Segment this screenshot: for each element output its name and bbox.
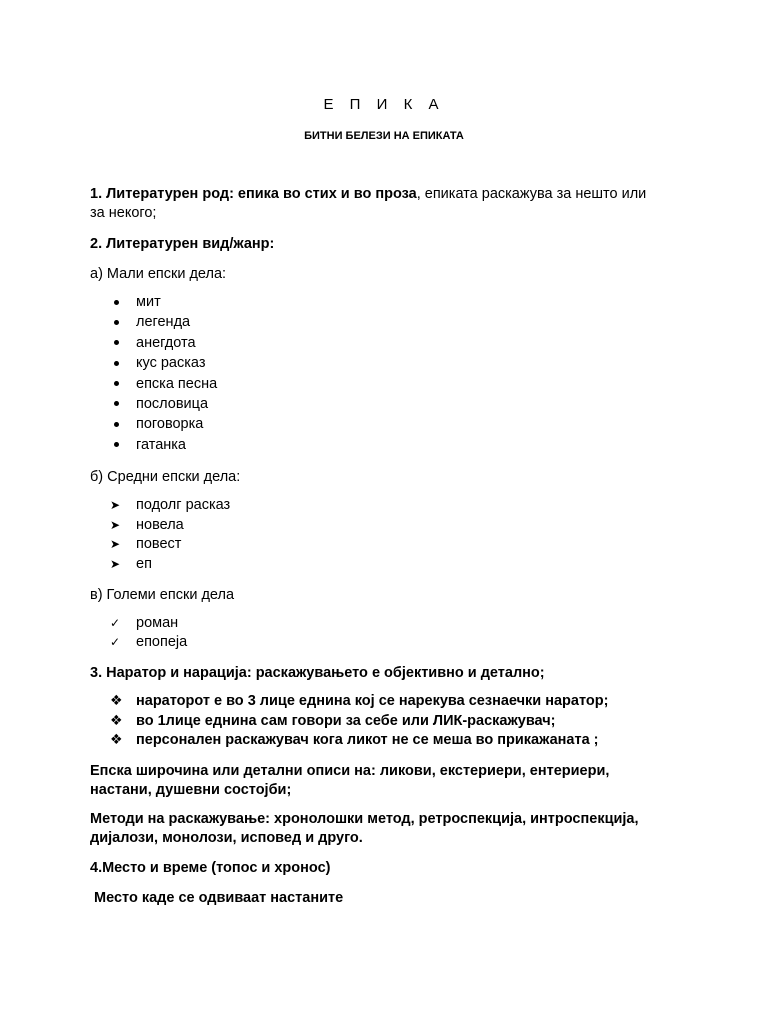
section-1-line2: за некого; bbox=[90, 205, 157, 221]
list-item: ➤ подолг расказ bbox=[110, 496, 230, 516]
diamond-bullet-icon: ❖ bbox=[110, 693, 123, 709]
bullet-icon bbox=[110, 374, 130, 394]
list-item: гатанка bbox=[110, 435, 217, 455]
section-4-heading: 4.Место и време (топос и хронос) bbox=[90, 860, 331, 876]
list-item: ❖ персонален раскажувач кога ликот не се меша во прикажаната ; bbox=[110, 731, 608, 751]
place-paragraph: Место каде се одвиваат настаните bbox=[90, 890, 344, 906]
bullet-icon bbox=[110, 414, 130, 434]
bullet-icon bbox=[110, 312, 130, 332]
section-2-heading: 2. Литературен вид/жанр: bbox=[90, 236, 275, 252]
section-1-paragraph bbox=[90, 185, 690, 223]
diamond-bullet-icon: ❖ bbox=[110, 732, 123, 748]
small-works-heading: а) Мали епски дела: bbox=[90, 266, 227, 282]
arrow-bullet-icon: ➤ bbox=[110, 537, 121, 551]
bullet-icon bbox=[110, 435, 130, 455]
section-1-rest: , епиката раскажува за нешто или bbox=[416, 186, 647, 202]
small-works-list bbox=[110, 292, 217, 455]
large-works-heading: в) Големи епски дела bbox=[90, 587, 235, 603]
arrow-bullet-icon: ➤ bbox=[110, 498, 121, 512]
methods-paragraph: Методи на раскажување: хронолошки метод, ретроспекција, интроспекција, дијалози, монолози, исповед и друго. bbox=[90, 811, 639, 846]
epic-width-paragraph: Епска широчина или детални описи на: ликови, екстериери, ентериери, настани, душевни состојби; bbox=[90, 763, 610, 798]
section-3-heading: 3. Наратор и нарација: раскажувањето е објективно и детално; bbox=[90, 665, 545, 681]
check-icon: ✓ bbox=[110, 616, 121, 630]
list-item: ➤ повест bbox=[110, 535, 230, 555]
bullet-icon bbox=[110, 292, 130, 312]
list-item: ❖ нараторот е во 3 лице еднина кој се нарекува сезнаечки наратор; bbox=[110, 692, 608, 712]
check-icon: ✓ bbox=[110, 635, 121, 649]
medium-works-heading: б) Средни епски дела: bbox=[90, 469, 241, 485]
document-title: Е П И К А bbox=[323, 96, 445, 113]
list-item: поговорка bbox=[110, 414, 217, 434]
list-item: легенда bbox=[110, 312, 217, 332]
bullet-icon bbox=[110, 394, 130, 414]
list-item: ➤ еп bbox=[110, 555, 230, 575]
bullet-icon bbox=[110, 333, 130, 353]
medium-works-list bbox=[110, 496, 230, 574]
list-item: кус расказ bbox=[110, 353, 217, 373]
section-1-bold: 1. Литературен род: епика во стих и во проза bbox=[90, 186, 417, 202]
list-item: мит bbox=[110, 292, 217, 312]
bullet-icon bbox=[110, 353, 130, 373]
arrow-bullet-icon: ➤ bbox=[110, 517, 121, 532]
list-item: ✓ роман bbox=[110, 615, 179, 631]
large-works-list bbox=[110, 614, 187, 652]
list-item: ✓ епопеја bbox=[110, 634, 188, 650]
diamond-bullet-icon: ❖ bbox=[110, 712, 123, 729]
list-item: пословица bbox=[110, 394, 217, 414]
narrator-list bbox=[110, 692, 608, 751]
list-item: епска песна bbox=[110, 374, 217, 394]
list-item: ➤ новела bbox=[110, 516, 230, 536]
list-item: анегдота bbox=[110, 333, 217, 353]
document-subtitle: БИТНИ БЕЛЕЗИ НА ЕПИКАТА bbox=[304, 130, 464, 142]
arrow-bullet-icon: ➤ bbox=[110, 556, 121, 571]
list-item: ❖ во 1лице еднина сам говори за себе или ЛИК-раскажувач; bbox=[110, 712, 608, 732]
